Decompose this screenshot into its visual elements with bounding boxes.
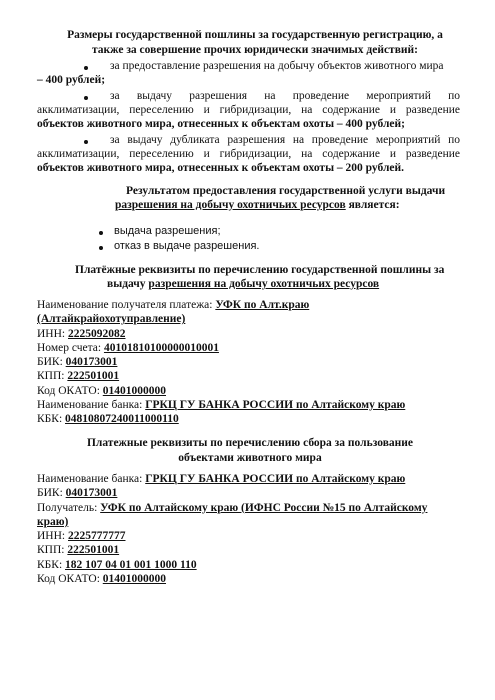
req1-label: Номер счета: (37, 341, 104, 354)
req2-label: Код ОКАТО: (37, 573, 103, 586)
req2-row-bank (37, 472, 467, 486)
fee-heading-line1: Размеры государственной пошлины за государственную регистрацию, а (67, 29, 443, 41)
result-heading-line1: Результатом предоставления государственной услуги выдачи (126, 185, 446, 197)
req1-row-inn (37, 327, 467, 341)
req2-label: КПП: (37, 544, 68, 557)
requisites1-title-underlined: разрешения на добычу охотничьих ресурсов (148, 278, 380, 290)
req2-value: 222501001 (67, 544, 120, 557)
bullet-icon (99, 231, 103, 235)
req1-label: Наименование банка: (37, 399, 146, 412)
fee-item-2-line2: акклиматизации, переселению и гибридизации, на содержание и разведение (37, 104, 460, 116)
req1-value: УФК по Алт.краю (215, 299, 310, 311)
req2-row-kbk (37, 558, 467, 572)
requisites1-title-line2 (107, 277, 447, 292)
requisites1-title-prefix: выдачу (107, 278, 149, 290)
req2-row-kpp (37, 543, 467, 557)
result-heading-suffix: является: (345, 199, 400, 211)
req1-row-bank (37, 398, 467, 412)
req2-row-bik (37, 486, 467, 500)
req2-label: БИК: (37, 487, 66, 500)
req2-value: УФК по Алтайскому краю (ИФНС России №15 по Алтайскому (100, 501, 428, 514)
req2-row-recipient (37, 501, 467, 515)
req2-label: ИНН: (37, 530, 68, 543)
fee-heading-line2: также за совершение прочих юридически значимых действий: (91, 43, 418, 56)
req1-row-kbk (37, 412, 467, 426)
fee-item-1-line1: за предоставление разрешения на добычу объектов животного мира (110, 60, 444, 72)
req2-row-inn (37, 529, 467, 543)
req2-label: КБК: (37, 558, 66, 571)
fee-item-2-line3: объектов животного мира, отнесенных к объектам охоты – 400 рублей; (37, 118, 405, 130)
req1-value: 2225092082 (68, 327, 126, 340)
req1-value: (Алтайкрайохотуправление) (37, 313, 186, 326)
fee-item-3-line1: за выдачу дубликата разрешения на проведение мероприятий по (110, 134, 460, 146)
req1-value: 222501001 (67, 370, 120, 383)
req2-value: 182 107 04 01 001 1000 110 (65, 558, 197, 571)
req1-label: ИНН: (37, 327, 68, 340)
fee-item-2-line1: за выдачу разрешения на проведение мероприятий по (110, 90, 460, 102)
req1-label: КБК: (37, 413, 66, 426)
result-item-2: отказ в выдаче разрешения. (114, 240, 260, 252)
bullet-icon (84, 96, 88, 100)
requisites2-title (60, 436, 440, 465)
bullet-icon (99, 246, 103, 250)
req2-label: Получатель: (37, 501, 101, 514)
req2-value: ГРКЦ ГУ БАНКА РОССИИ по Алтайскому краю (145, 473, 406, 485)
req1-value: ГРКЦ ГУ БАНКА РОССИИ по Алтайскому краю (145, 399, 406, 412)
req1-value: 01401000000 (102, 384, 167, 397)
fee-item-3-line3: объектов животного мира, отнесенных к объектам охоты – 200 рублей. (37, 162, 405, 174)
req1-row-okato (37, 384, 467, 398)
req2-value: 2225777777 (68, 530, 126, 543)
req2-label: Наименование банка: (37, 473, 146, 485)
result-heading-underlined: разрешения на добычу охотничьих ресурсов (115, 199, 346, 211)
fee-heading (40, 28, 470, 57)
req1-label: Наименование получателя платежа: (37, 299, 216, 311)
req2-row-okato (37, 572, 467, 586)
fee-item-1-line2: – 400 рублей; (37, 74, 106, 86)
req2-value: краю) (37, 515, 69, 528)
requisites2-title-line2: объектами животного мира (178, 451, 322, 464)
req1-value: 040173001 (65, 356, 118, 369)
bullet-icon (84, 66, 88, 70)
req1-row-account (37, 341, 467, 355)
fee-item-3-line2: акклиматизации, переселению и гибридизации, на содержание и разведение (37, 148, 460, 160)
requisites2-list (37, 472, 467, 586)
result-item-1: выдача разрешения; (114, 225, 221, 237)
req2-value: 040173001 (65, 487, 118, 500)
result-heading-line2 (115, 198, 465, 213)
req1-row-bik (37, 355, 467, 369)
bullet-icon (84, 140, 88, 144)
requisites1-list (37, 298, 467, 427)
req2-row-recipient-cont (37, 515, 467, 529)
req1-label: Код ОКАТО: (37, 384, 103, 397)
req1-label: БИК: (37, 356, 66, 369)
req1-value: 40101810100000010001 (103, 341, 219, 354)
req1-value: 04810807240011000110 (65, 413, 179, 426)
req1-row-recipient (37, 298, 467, 312)
requisites2-title-line1: Платежные реквизиты по перечислению сбора за пользование (86, 437, 414, 449)
req1-label: КПП: (37, 370, 68, 383)
req1-row-kpp (37, 369, 467, 383)
req2-value: 01401000000 (102, 573, 167, 586)
requisites1-title-line1: Платёжные реквизиты по перечислению государственной пошлины за (75, 264, 445, 276)
req1-row-recipient-cont (37, 312, 467, 326)
